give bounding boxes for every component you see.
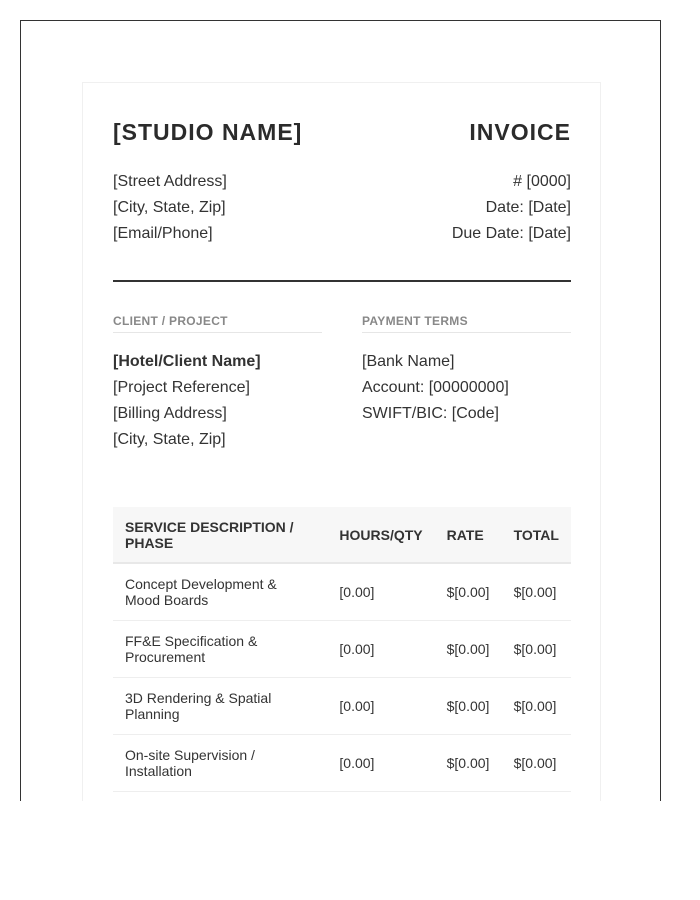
column-header-rate: RATE [435,507,502,563]
table-row [113,621,571,678]
account-number: Account: [00000000] [362,379,509,396]
document-viewport [20,20,661,801]
swift-bic: SWIFT/BIC: [Code] [362,405,499,422]
payment-terms-section [362,314,571,427]
header-divider [113,280,571,282]
bank-name: [Bank Name] [362,353,455,370]
row-total: $[0.00] [502,621,571,678]
payment-terms-heading: PAYMENT TERMS [362,314,571,333]
column-header-hours: HOURS/QTY [327,507,434,563]
row-hours: [0.00] [327,621,434,678]
invoice-date: Date: [Date] [485,199,571,216]
client-city-state-zip: [City, State, Zip] [113,431,226,448]
invoice-page [82,82,601,801]
row-total: $[0.00] [502,563,571,621]
table-row [113,678,571,735]
client-details [113,349,322,453]
client-name: [Hotel/Client Name] [113,353,261,370]
city-state-zip: [City, State, Zip] [113,199,226,216]
row-description: On-site Supervision / Installation [113,735,327,792]
table-row [113,563,571,621]
payment-details [362,349,571,427]
row-total: $[0.00] [502,678,571,735]
project-reference: [Project Reference] [113,379,250,396]
invoice-title: INVOICE [469,119,571,145]
row-description: Concept Development & Mood Boards [113,563,327,621]
column-header-description: SERVICE DESCRIPTION / PHASE [113,507,327,563]
line-items-table [113,507,571,792]
row-hours: [0.00] [327,563,434,621]
client-project-section [113,314,322,453]
row-hours: [0.00] [327,735,434,792]
table-header-row [113,507,571,563]
row-total: $[0.00] [502,735,571,792]
billing-address: [Billing Address] [113,405,227,422]
row-rate: $[0.00] [435,678,502,735]
column-header-total: TOTAL [502,507,571,563]
invoice-number: # [0000] [513,173,571,190]
table-row [113,735,571,792]
invoice-meta-block [452,169,571,247]
street-address: [Street Address] [113,173,227,190]
invoice-due-date: Due Date: [Date] [451,225,571,242]
row-rate: $[0.00] [435,621,502,678]
studio-address-block [113,169,227,247]
email-phone: [Email/Phone] [113,225,213,242]
studio-name: [STUDIO NAME] [113,119,303,145]
row-hours: [0.00] [327,678,434,735]
client-project-heading: CLIENT / PROJECT [113,314,322,333]
row-description: 3D Rendering & Spatial Planning [113,678,327,735]
row-description: FF&E Specification & Procurement [113,621,327,678]
row-rate: $[0.00] [435,735,502,792]
row-rate: $[0.00] [435,563,502,621]
